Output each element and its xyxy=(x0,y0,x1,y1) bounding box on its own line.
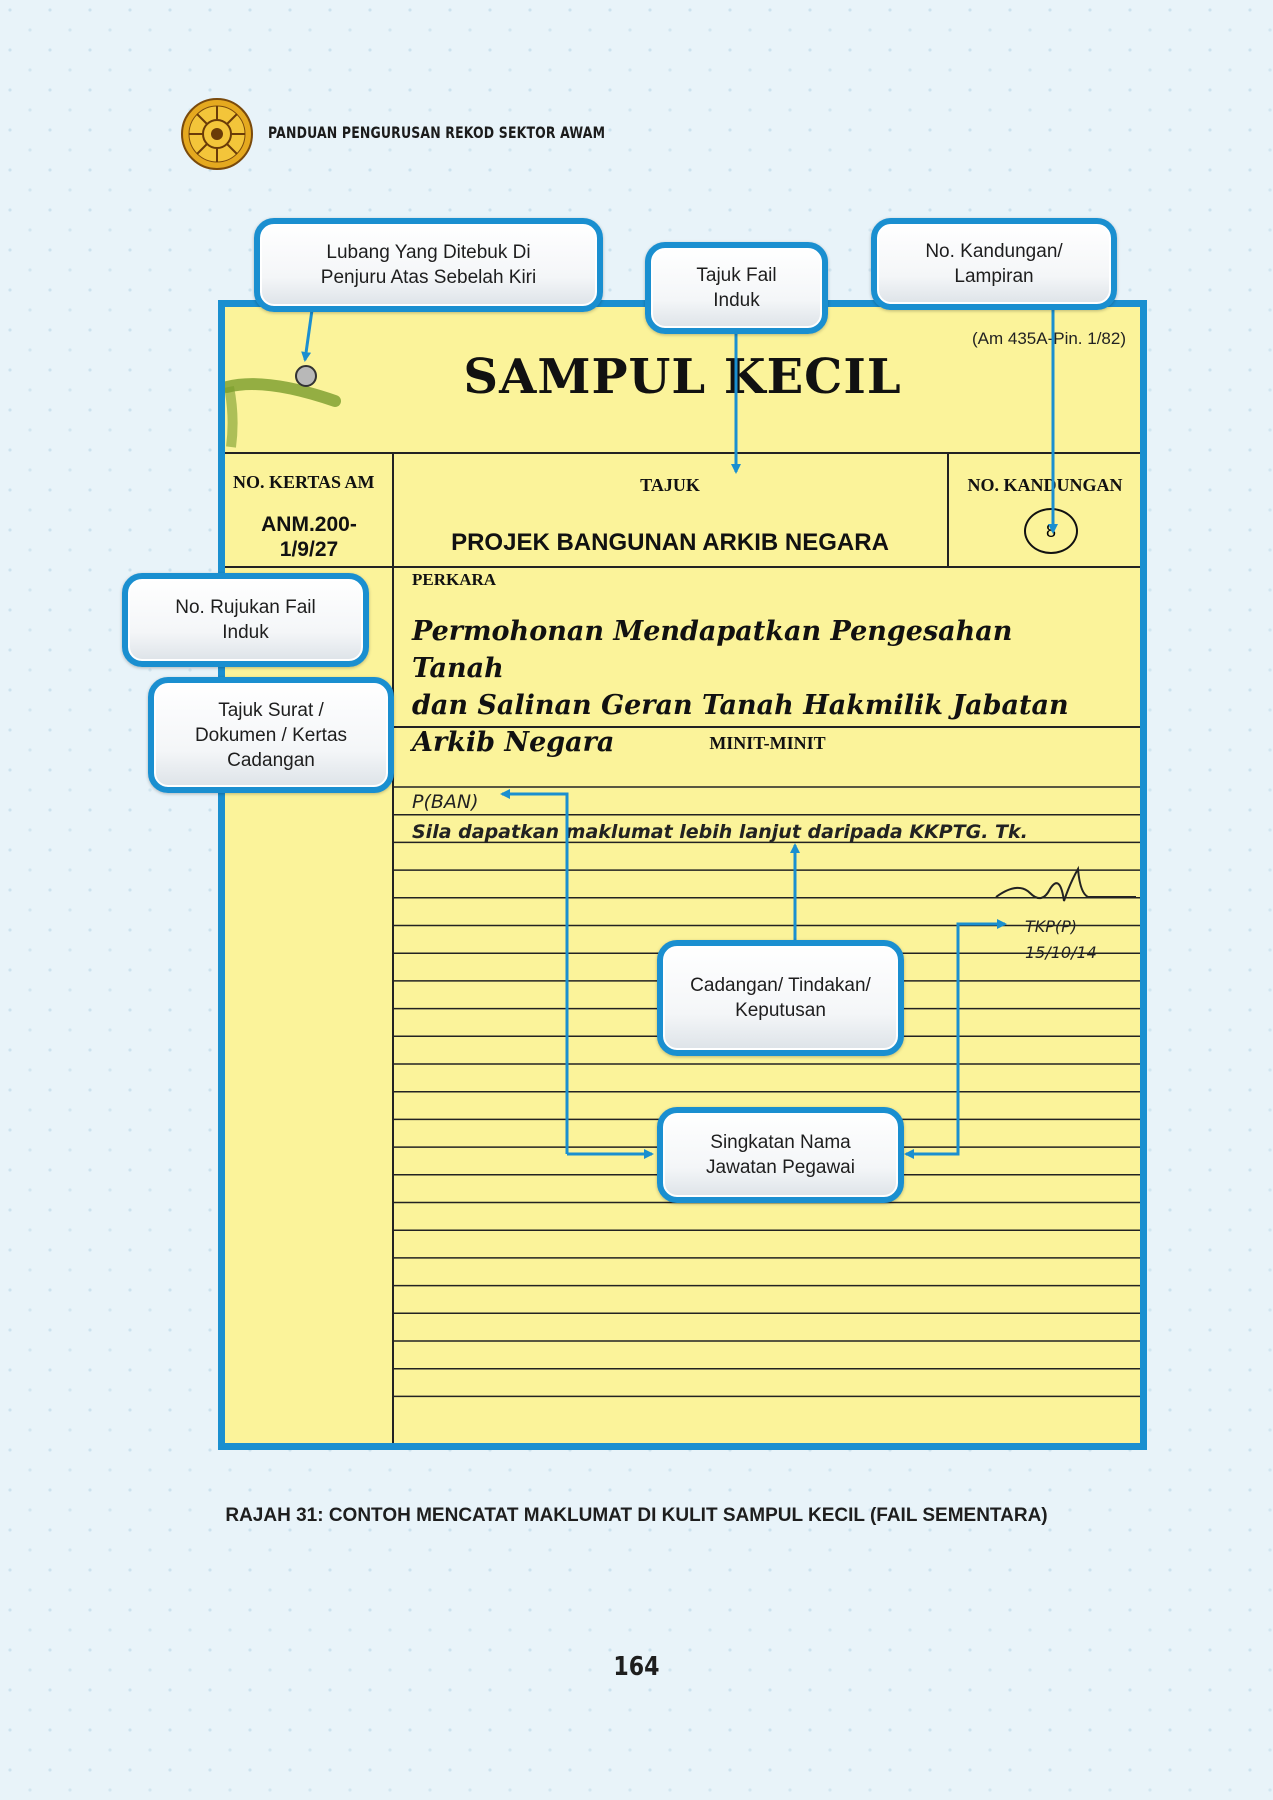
minute-text: Sila dapatkan maklumat lebih lanjut daripada KKPTG. Tk. xyxy=(412,821,1028,843)
ref-value xyxy=(225,512,393,562)
callout-kandungan-line-2: Lampiran xyxy=(954,266,1034,287)
callout-tajuk-surat xyxy=(148,677,394,793)
callout-rujukan xyxy=(122,573,369,667)
form-code: (Am 435A-Pin. 1/82) xyxy=(971,329,1126,348)
sampul-kecil-form xyxy=(218,300,1147,1450)
perkara-line-2: dan Salinan Geran Tanah Hakmilik Jabatan xyxy=(412,690,1069,721)
callout-kandungan-line-1: No. Kandungan/ xyxy=(925,241,1063,262)
callout-tajuk-surat-line-3: Cadangan xyxy=(227,749,315,771)
callout-cadangan-line-1: Cadangan/ Tindakan/ xyxy=(690,975,871,996)
perkara-label: PERKARA xyxy=(412,570,497,589)
callout-tajuk-surat-line-2: Dokumen / Kertas xyxy=(194,724,348,746)
ref-value-line-2: 1/9/27 xyxy=(279,538,339,561)
callout-lubang-line-2: Penjuru Atas Sebelah Kiri xyxy=(320,267,537,288)
callout-tajuk-fail-line-1: Tajuk Fail xyxy=(696,265,777,286)
minute-recipient: P(BAN) xyxy=(412,791,479,813)
callout-cadangan xyxy=(657,940,904,1056)
government-seal-icon xyxy=(180,97,254,171)
callout-lubang xyxy=(254,218,603,312)
callout-cadangan-line-2: Keputusan xyxy=(735,1000,826,1021)
tajuk-value: PROJEK BANGUNAN ARKIB NEGARA xyxy=(451,529,889,556)
signature xyxy=(990,863,1140,913)
callout-singkatan-line-1: Singkatan Nama xyxy=(710,1132,851,1153)
callout-tajuk-surat-line-1: Tajuk Surat / xyxy=(218,699,324,721)
form-title: SAMPUL KECIL xyxy=(463,349,902,405)
callout-tajuk-fail xyxy=(645,242,828,334)
minute-date: 15/10/14 xyxy=(1025,943,1097,962)
ref-value-line-1: ANM.200- xyxy=(261,513,357,536)
tajuk-label: TAJUK xyxy=(640,475,700,495)
perkara-line-1: Permohonan Mendapatkan Pengesahan Tanah xyxy=(412,616,1013,684)
callout-kandungan xyxy=(871,218,1117,310)
callout-rujukan-line-1: No. Rujukan Fail xyxy=(175,597,316,618)
callout-singkatan-line-2: Jawatan Pegawai xyxy=(706,1157,855,1178)
minit-label: MINIT-MINIT xyxy=(709,733,826,753)
perkara-line-3: Arkib Negara xyxy=(412,727,615,758)
page-number: 164 xyxy=(613,1652,660,1682)
callout-tajuk-fail-line-2: Induk xyxy=(713,290,760,311)
figure-caption: RAJAH 31: CONTOH MENCATAT MAKLUMAT DI KULIT SAMPUL KECIL (FAIL SEMENTARA) xyxy=(225,1505,1048,1526)
ref-label: NO. KERTAS AM xyxy=(233,472,375,492)
kandungan-label: NO. KANDUNGAN xyxy=(967,475,1123,495)
callout-singkatan xyxy=(657,1107,904,1203)
document-header-title: PANDUAN PENGURUSAN REKOD SEKTOR AWAM xyxy=(268,123,606,142)
minute-sender: TKP(P) xyxy=(1025,917,1078,936)
callout-lubang-line-1: Lubang Yang Ditebuk Di xyxy=(326,242,531,263)
callout-rujukan-line-2: Induk xyxy=(222,622,269,643)
kandungan-value: 8 xyxy=(1024,508,1078,554)
